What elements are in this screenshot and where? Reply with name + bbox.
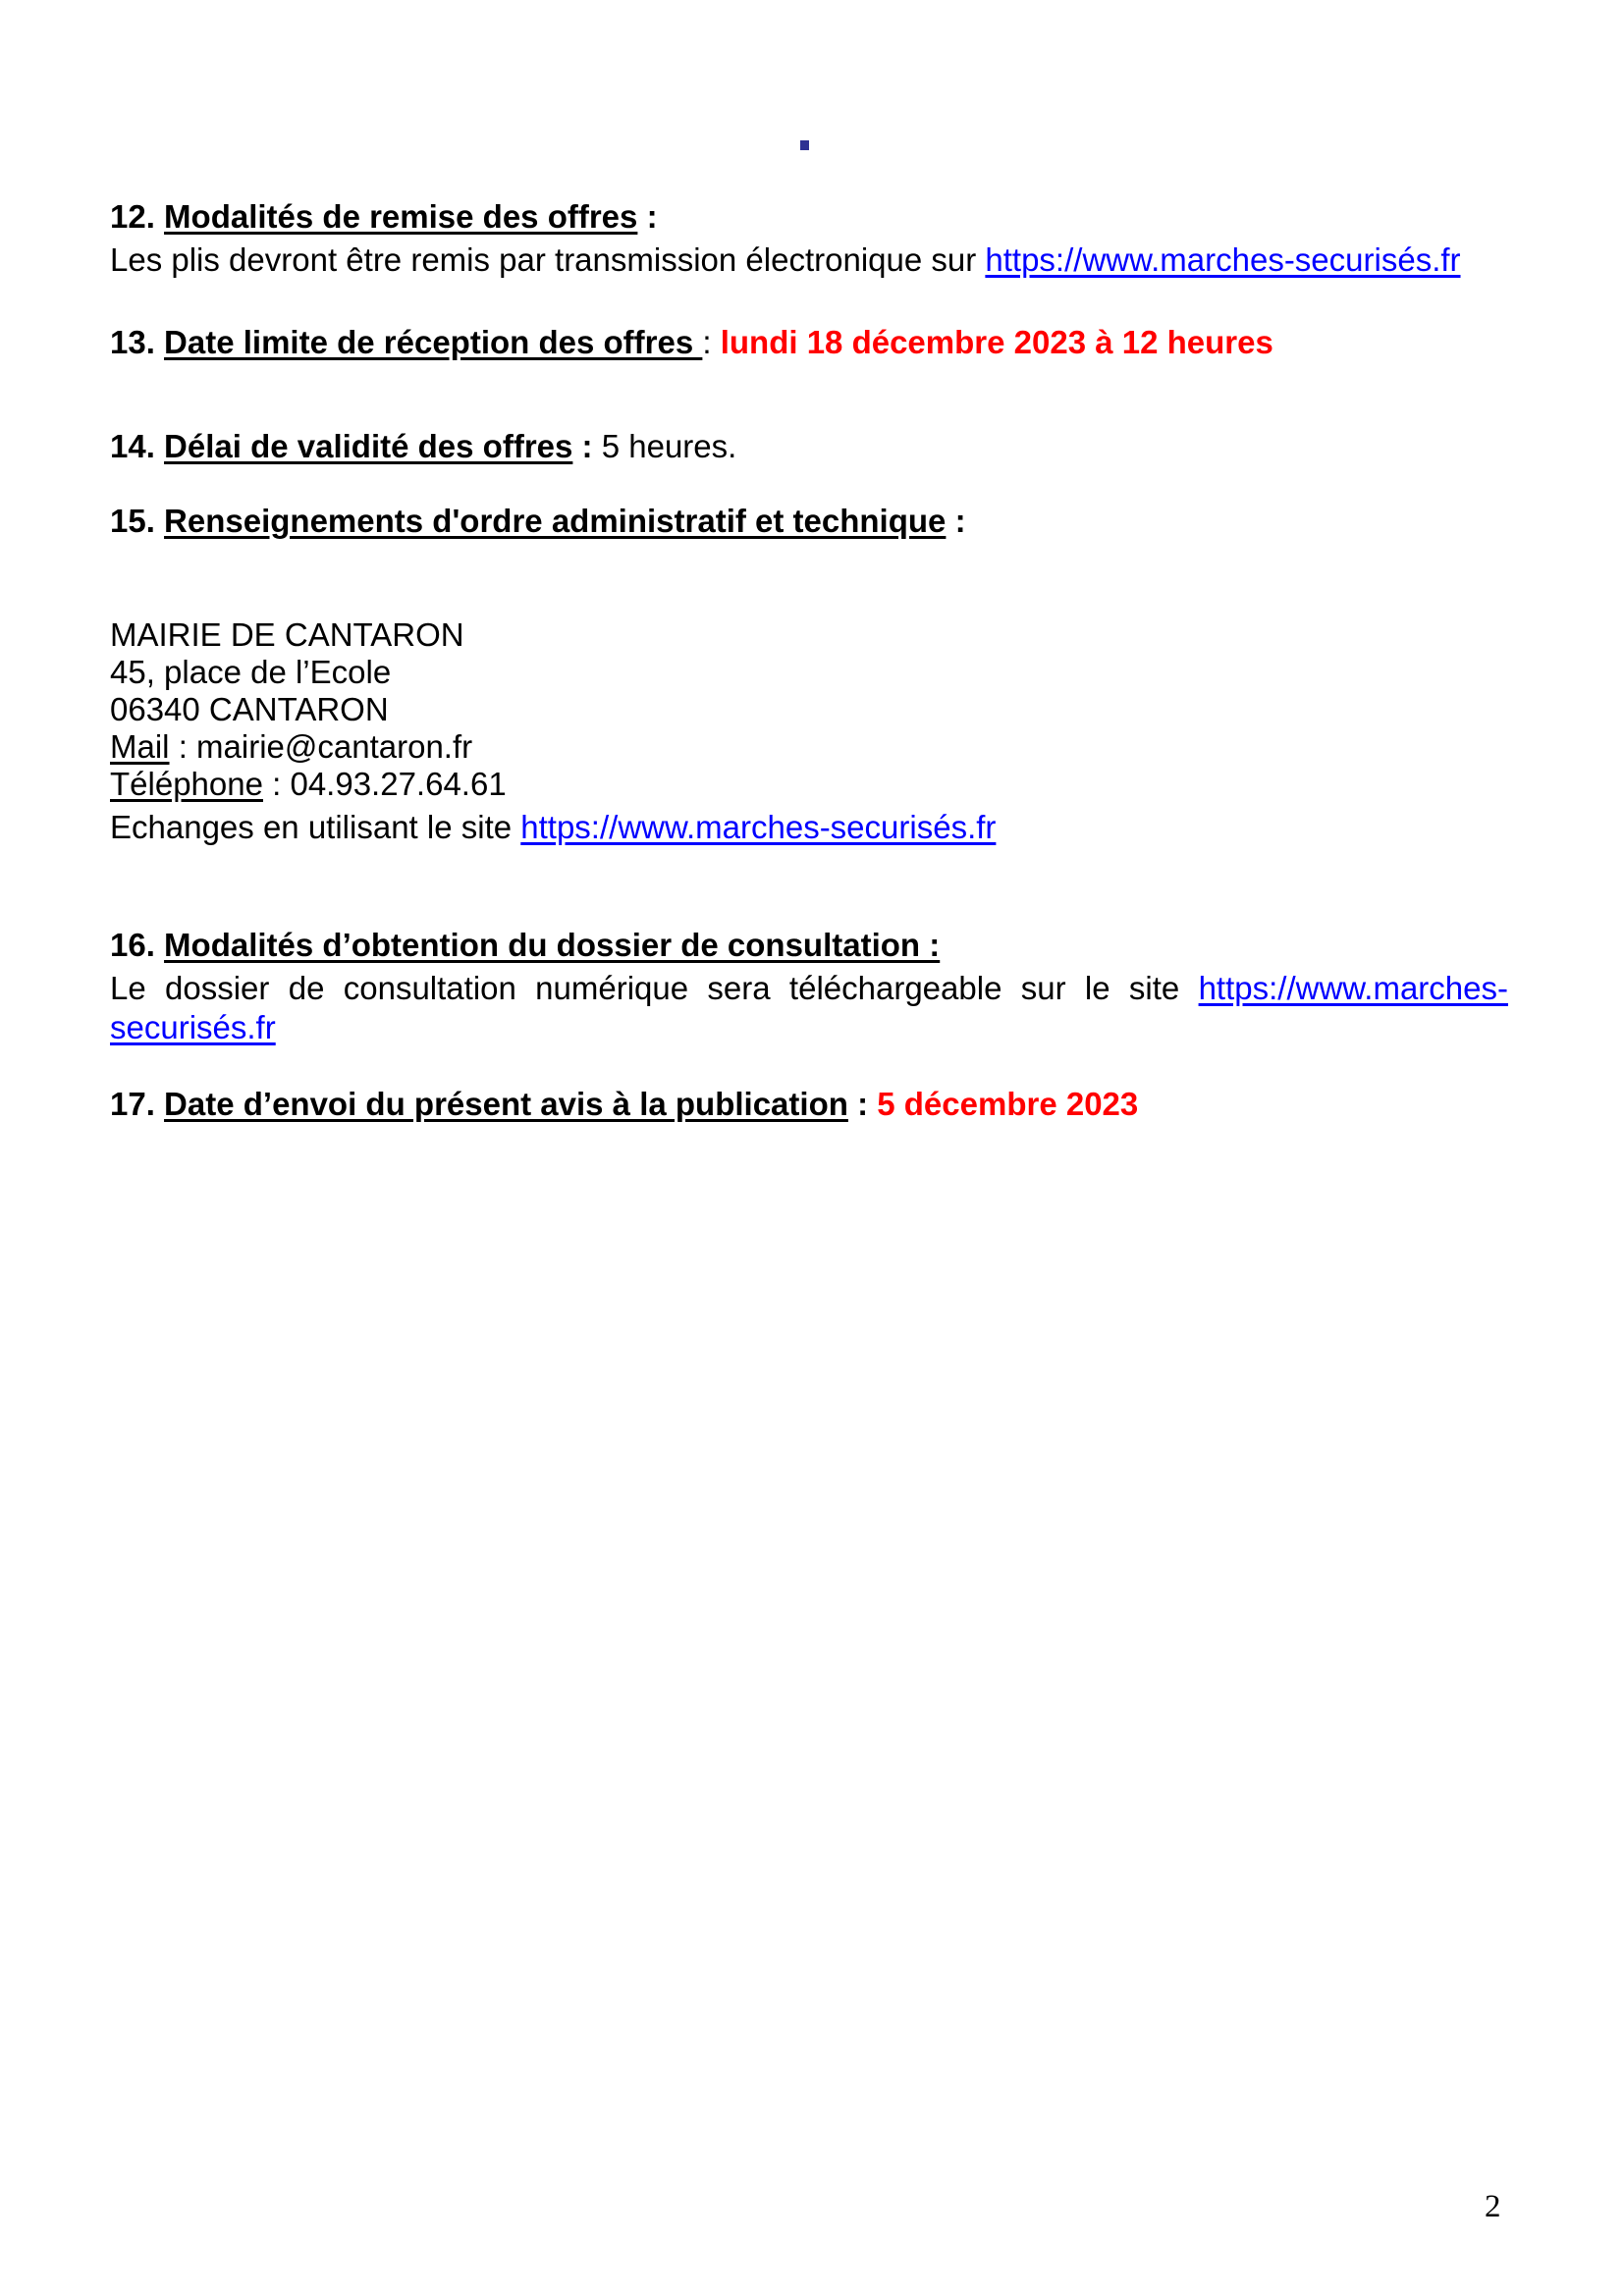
decorative-marker (800, 140, 809, 150)
section-17-heading (110, 1086, 1138, 1123)
marches-securises-link-continued[interactable]: securisés.fr (110, 1009, 276, 1045)
section-number: 16. (110, 927, 155, 963)
section-number: 12. (110, 198, 155, 235)
body-text: Les plis devront être remis par transmission électronique sur (110, 241, 977, 278)
address-phone (110, 766, 507, 803)
validity-value: 5 heures. (601, 428, 737, 464)
section-number: 13. (110, 324, 155, 360)
section-13-heading (110, 324, 1273, 361)
phone-label: Téléphone (110, 766, 263, 802)
section-colon: : (646, 198, 658, 235)
section-colon: : (857, 1086, 869, 1122)
section-15-heading (110, 503, 966, 540)
section-title: Date limite de réception des offres (164, 324, 703, 360)
phone-value: : 04.93.27.64.61 (272, 766, 507, 802)
publication-date-value: 5 décembre 2023 (877, 1086, 1139, 1122)
address-mail (110, 728, 472, 766)
marches-securises-link[interactable]: https://www.marches- (1198, 970, 1508, 1006)
page-number: 2 (1485, 2189, 1501, 2224)
section-16-heading (110, 927, 940, 964)
address-exchange (110, 809, 996, 846)
exchange-text: Echanges en utilisant le site (110, 809, 513, 845)
section-colon: : (581, 428, 593, 464)
address-name: MAIRIE DE CANTARON (110, 616, 464, 653)
section-colon: : (954, 503, 966, 539)
address-city: 06340 CANTARON (110, 691, 389, 727)
section-title: Modalités d’obtention du dossier de consultation : (164, 927, 941, 963)
section-16-body-continued (110, 1009, 276, 1046)
section-number: 14. (110, 428, 155, 464)
section-14-heading (110, 428, 736, 465)
deadline-value: lundi 18 décembre 2023 à 12 heures (720, 324, 1273, 360)
marches-securises-link[interactable]: https://www.marches-securisés.fr (520, 809, 997, 845)
body-text: Le dossier de consultation numérique sera téléchargeable sur le site (110, 970, 1180, 1006)
section-title: Modalités de remise des offres (164, 198, 638, 235)
section-12-heading (110, 198, 658, 236)
section-title: Délai de validité des offres (164, 428, 573, 464)
section-number: 15. (110, 503, 155, 539)
section-title: Date d’envoi du présent avis à la publication (164, 1086, 848, 1122)
mail-label: Mail (110, 728, 170, 765)
marches-securises-link[interactable]: https://www.marches-securisés.fr (985, 241, 1461, 278)
mail-value: : mairie@cantaron.fr (178, 728, 473, 765)
section-12-body (110, 241, 1461, 279)
section-16-body (110, 970, 1508, 1007)
section-title: Renseignements d'ordre administratif et technique (164, 503, 947, 539)
section-colon: : (702, 324, 712, 360)
section-number: 17. (110, 1086, 155, 1122)
address-street: 45, place de l’Ecole (110, 654, 392, 690)
